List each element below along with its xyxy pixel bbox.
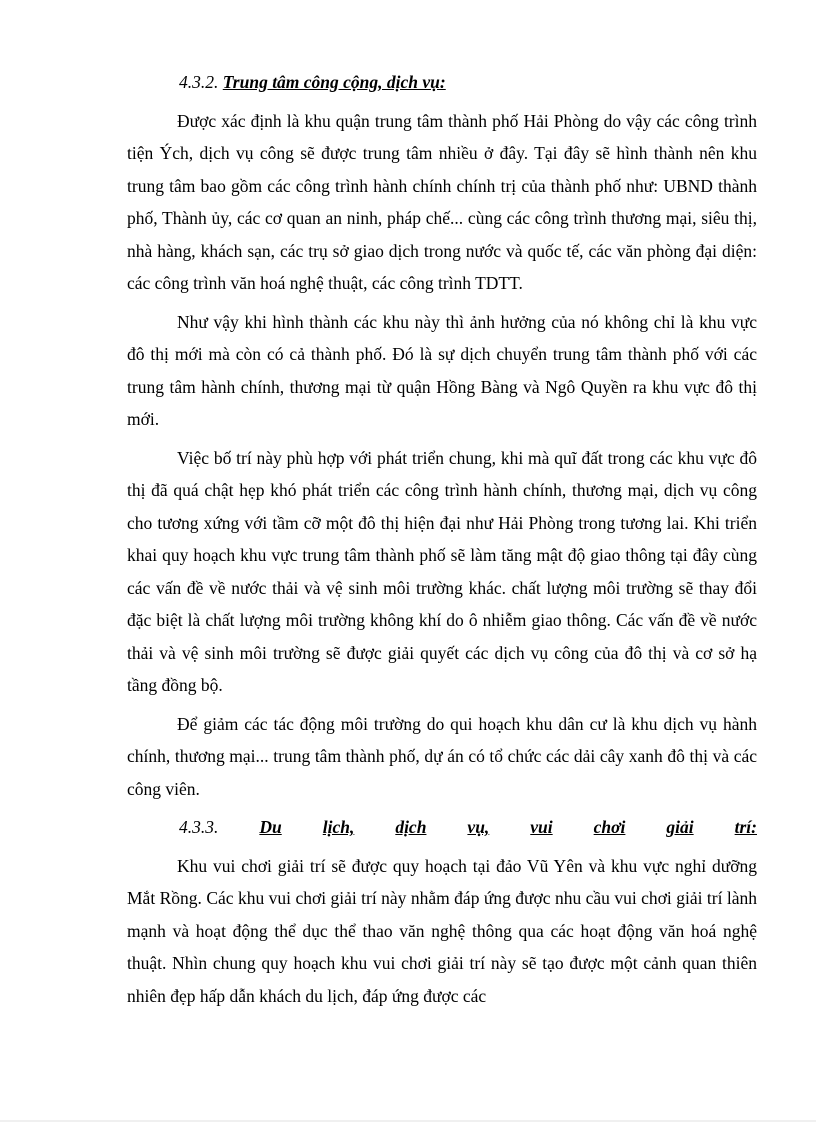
section-title-word: giải <box>666 817 694 837</box>
section-title-word: trí: <box>734 817 757 837</box>
section-title-word: lịch, <box>322 817 355 837</box>
paragraph: Được xác định là khu quận trung tâm thành phố Hải Phòng do vậy các công trình tiện Ých, dịch vụ công sẽ được trung tâm nhiều ở đây. Tại đây sẽ hình thành nên khu trung tâm bao gồm các công trình hành chính chính trị của thành phố như: UBND thành phố, Thành ủy, các cơ quan an ninh, pháp chế... cùng các công trình thương mại, siêu thị, nhà hàng, khách sạn, các trụ sở giao dịch trong nước và quốc tế, các văn phòng đại diện: các công trình văn hoá nghệ thuật, các công trình TDTT. <box>127 110 757 293</box>
paragraph: Để giảm các tác động môi trường do qui hoạch khu dân cư là khu dịch vụ hành chính, thương mại... trung tâm thành phố, dự án có tổ chức các dải cây xanh đô thị và các công viên. <box>127 713 757 799</box>
section-title-word: dịch <box>395 817 427 837</box>
section-heading-4-3-3 <box>127 811 757 844</box>
document-body <box>127 66 757 1018</box>
section-number: 4.3.3. <box>179 817 219 837</box>
paragraph: Như vậy khi hình thành các khu này thì ảnh hưởng của nó không chỉ là khu vực đô thị mới mà còn có cả thành phố. Đó là sự dịch chuyển trung tâm thành phố với các trung tâm hành chính, thương mại từ quận Hồng Bàng và Ngô Quyền ra khu vực đô thị mới. <box>127 311 757 429</box>
page-bottom-edge <box>0 1120 816 1122</box>
section-title-word: Du <box>259 817 282 837</box>
section-title-word: vụ, <box>467 817 490 837</box>
section-heading-4-3-2 <box>127 66 757 99</box>
section-number: 4.3.2. <box>179 72 219 92</box>
section-title: Trung tâm công cộng, dịch vụ: <box>222 72 446 92</box>
section-title-word: chơi <box>593 817 626 837</box>
section-title-word: vui <box>530 817 553 837</box>
paragraph: Việc bố trí này phù hợp với phát triển chung, khi mà quĩ đất trong các khu vực đô thị đã quá chật hẹp khó phát triển các công trình hành chính, thương mại, dịch vụ công cho tương xứng với tầm cỡ một đô thị hiện đại như Hải Phòng trong tương lai. Khi triển khai quy hoạch khu vực trung tâm thành phố sẽ làm tăng mật độ giao thông tại đây cùng các vấn đề về nước thải và vệ sinh môi trường khác. chất lượng môi trường sẽ thay đổi đặc biệt là chất lượng môi trường không khí do ô nhiễm giao thông. Các vấn đề về nước thải và vệ sinh môi trường sẽ được giải quyết các dịch vụ công của đô thị và cơ sở hạ tầng đồng bộ. <box>127 447 757 695</box>
paragraph: Khu vui chơi giải trí sẽ được quy hoạch tại đảo Vũ Yên và khu vực nghỉ dưỡng Mắt Rồng. Các khu vui chơi giải trí này nhằm đáp ứng được nhu cầu vui chơi giải trí lành mạnh và hoạt động thể dục thể thao văn nghệ thông qua các hoạt động văn hoá nghệ thuật. Nhìn chung quy hoạch khu vui chơi giải trí này sẽ tạo được một cảnh quan thiên nhiên đẹp hấp dẫn khách du lịch, đáp ứng được các <box>127 855 757 1006</box>
